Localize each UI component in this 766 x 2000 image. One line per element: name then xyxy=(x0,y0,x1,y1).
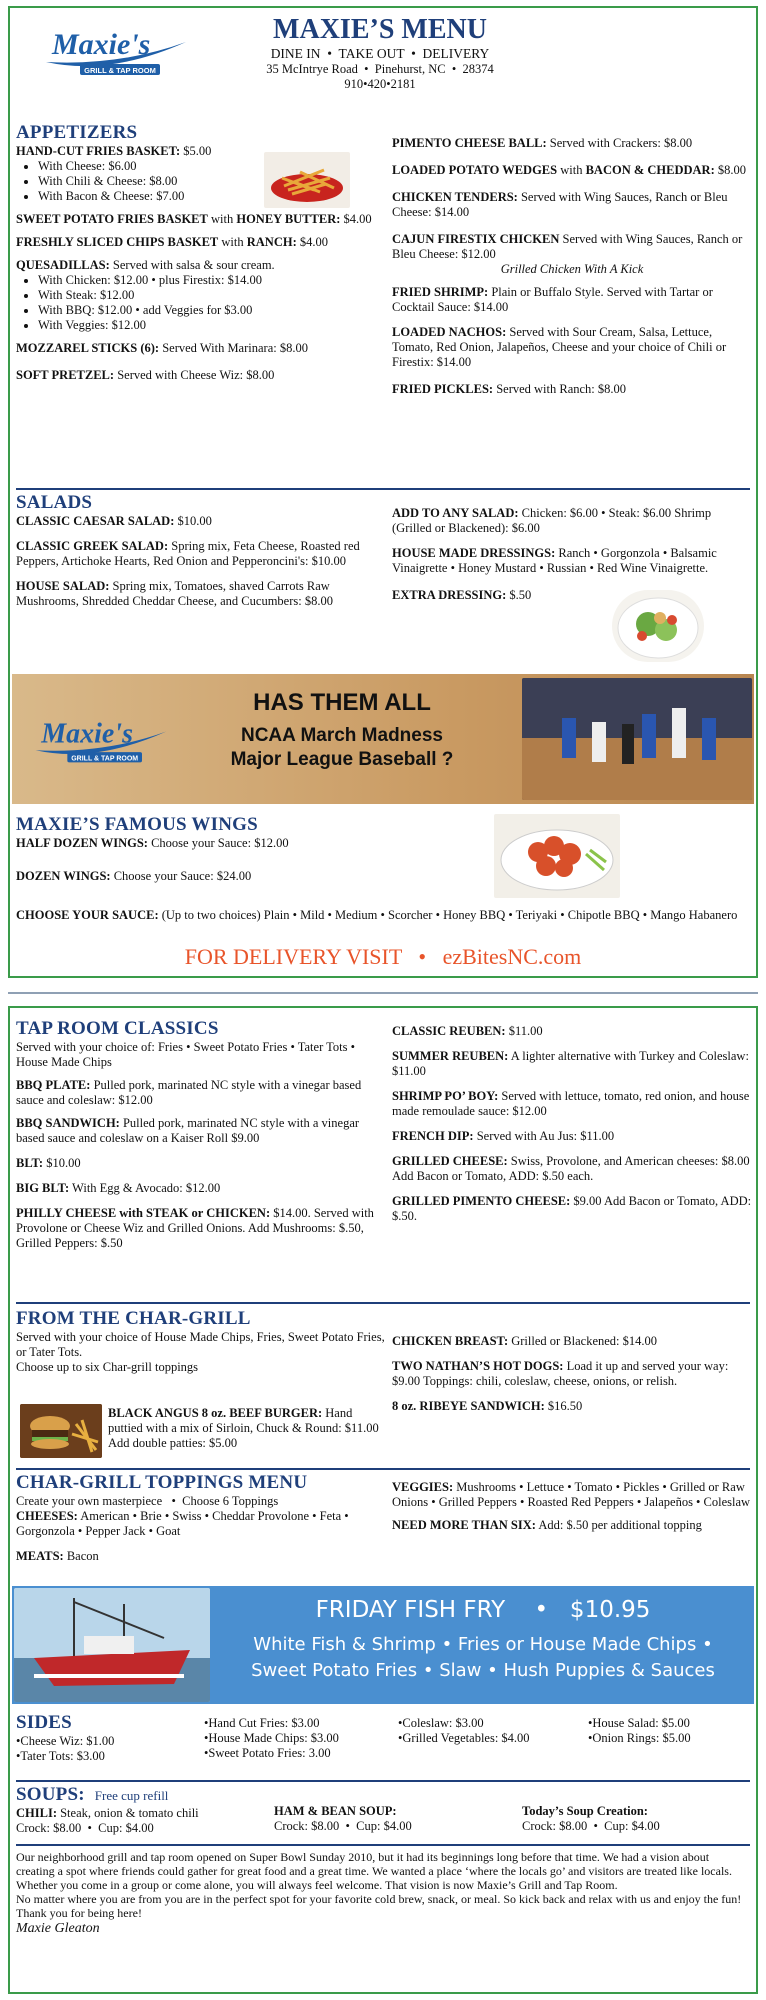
signature: Maxie Gleaton xyxy=(16,1921,100,1936)
menu-item: HAND-CUT FRIES BASKET: $5.00 xyxy=(16,144,212,158)
about-section xyxy=(16,1850,750,1936)
side-item: •Coleslaw: $3.00 xyxy=(398,1716,484,1730)
phone: 910•420•2181 xyxy=(344,77,416,91)
section-divider xyxy=(16,1468,750,1470)
section-divider xyxy=(16,1844,750,1846)
taproom-left xyxy=(16,1018,388,1251)
about-text-2: No matter where you are from you are in the perfect spot for your favorite cold brew, snack, or meal. So kick back and relax with us and enjoy the fun! xyxy=(16,1892,742,1906)
fries-photo xyxy=(264,152,350,208)
fish-fry-title: FRIDAY FISH FRY • $10.95 xyxy=(315,1597,651,1623)
section-divider xyxy=(16,488,750,490)
menu-item: CLASSIC REUBEN: $11.00 xyxy=(392,1024,543,1038)
burger-image xyxy=(20,1404,102,1458)
burger-item xyxy=(108,1406,388,1451)
menu-item: CLASSIC CAESAR SALAD: $10.00 xyxy=(16,514,212,528)
menu-item: CHICKEN TENDERS: Served with Wing Sauces, Ranch or Bleu Cheese: $14.00 xyxy=(392,190,728,219)
menu-item: SWEET POTATO FRIES BASKET with HONEY BUTTER: $4.00 xyxy=(16,212,372,226)
wings-heading: MAXIE’S FAMOUS WINGS xyxy=(16,814,258,835)
menu-item: MEATS: Bacon xyxy=(16,1549,99,1563)
chargrill-intro2: Choose up to six Char-grill toppings xyxy=(16,1360,199,1374)
appetizers-right xyxy=(392,136,752,397)
quesadilla-options: • With Chicken: $12.00 • plus Firestix: $14.00 • With Steak: $12.00 • With BBQ: $12.00 • add Veggies for $3.00 • With Veggies: $12.00 xyxy=(16,273,386,333)
boat-image xyxy=(14,1588,210,1702)
salad-image xyxy=(612,590,704,662)
menu-item: MOZZAREL STICKS (6): Served With Marinara: $8.00 xyxy=(16,341,308,355)
menu-item: Today’s Soup Creation: xyxy=(522,1804,648,1818)
menu-item: PIMENTO CHEESE BALL: Served with Crackers: $8.00 xyxy=(392,136,693,150)
menu-title: MAXIE’S MENU xyxy=(273,14,487,45)
menu-item: CLASSIC GREEK SALAD: Spring mix, Feta Cheese, Roasted red Peppers, Artichoke Hearts, Red Onion and Pepperoncini's: $10.00 xyxy=(16,539,360,568)
menu-item: BBQ SANDWICH: Pulled pork, marinated NC style with a vinegar based sauce and coleslaw on a Kaiser Roll $9.00 xyxy=(16,1116,360,1145)
soups-col1 xyxy=(16,1784,266,1836)
salads-left xyxy=(16,492,386,609)
menu-item: TWO NATHAN’S HOT DOGS: Load it up and served your way: $9.00 Toppings: chili, coleslaw, cheese, onions, or relish. xyxy=(392,1359,729,1388)
menu-item: HALF DOZEN WINGS: Choose your Sauce: $12.00 xyxy=(16,836,289,850)
chargrill-left xyxy=(16,1308,388,1375)
soups-refill: Free cup refill xyxy=(94,1788,169,1803)
menu-item: FRIED SHRIMP: Plain or Buffalo Style. Served with Tartar or Cocktail Sauce: $14.00 xyxy=(392,285,713,314)
sports-banner xyxy=(12,674,754,804)
basketball-photo xyxy=(522,678,752,800)
menu-item: EXTRA DRESSING: $.50 xyxy=(392,588,532,602)
menu-item: 8 oz. RIBEYE SANDWICH: $16.50 xyxy=(392,1399,583,1413)
banner-logo xyxy=(30,704,170,774)
basketball-image xyxy=(522,678,752,800)
menu-item: CHEESES: American • Brie • Swiss • Cheddar Provolone • Feta • Gorgonzola • Pepper Jack • Goat xyxy=(16,1509,349,1538)
wings-photo xyxy=(494,814,620,898)
sides-col1 xyxy=(16,1712,196,1764)
toppings-right xyxy=(392,1480,752,1533)
menu-page-1 xyxy=(8,6,758,978)
sides-heading: SIDES xyxy=(16,1712,72,1733)
boat-photo xyxy=(14,1588,210,1702)
menu-item: CHICKEN BREAST: Grilled or Blackened: $14.00 xyxy=(392,1334,658,1348)
menu-item: BLACK ANGUS 8 oz. BEEF BURGER: Hand puttied with a mix of Sirloin, Chuck & Round: $11.00 Add double patties: $5.00 xyxy=(108,1406,379,1450)
section-divider xyxy=(16,1302,750,1304)
salads-right xyxy=(392,506,752,603)
svg-text:Maxie's: Maxie's xyxy=(41,718,133,750)
side-item: •Tater Tots: $3.00 xyxy=(16,1749,105,1763)
taproom-right xyxy=(392,1024,752,1224)
menu-item: QUESADILLAS: Served with salsa & sour cream. xyxy=(16,258,275,272)
menu-item: SHRIMP PO’ BOY: Served with lettuce, tomato, red onion, and house made remoulade sauce: $12.00 xyxy=(392,1089,750,1118)
menu-item: FRESHLY SLICED CHIPS BASKET with RANCH: $4.00 xyxy=(16,235,328,249)
menu-item: SOFT PRETZEL: Served with Cheese Wiz: $8.00 xyxy=(16,368,275,382)
menu-item: HAM & BEAN SOUP: xyxy=(274,1804,397,1818)
wings-image xyxy=(494,814,620,898)
chargrill-intro: Served with your choice of House Made Chips, Fries, Sweet Potato Fries, or Tater Tots. xyxy=(16,1330,385,1359)
menu-item: BBQ PLATE: Pulled pork, marinated NC style with a vinegar based sauce and coleslaw: $12.00 xyxy=(16,1078,362,1107)
menu-item: BLT: $10.00 xyxy=(16,1156,81,1170)
banner-text xyxy=(182,688,502,772)
menu-item: BIG BLT: With Egg & Avocado: $12.00 xyxy=(16,1181,221,1195)
menu-item: ADD TO ANY SALAD: Chicken: $6.00 • Steak: $6.00 Shrimp (Grilled or Blackened): $6.00 xyxy=(392,506,712,535)
side-item: •House Made Chips: $3.00 xyxy=(204,1731,339,1745)
taproom-heading: TAP ROOM CLASSICS xyxy=(16,1018,219,1039)
fries-image xyxy=(264,152,350,208)
fish-fry-line1: White Fish & Shrimp • Fries or House Made Chips • xyxy=(253,1634,713,1655)
fries-options: • With Cheese: $6.00 • With Chili & Cheese: $8.00 • With Bacon & Cheese: $7.00 xyxy=(16,159,386,204)
side-item: •Grilled Vegetables: $4.00 xyxy=(398,1731,530,1745)
about-text: Our neighborhood grill and tap room opened on Super Bowl Sunday 2010, but it had its beginnings long before that time. We had a vision about creating a spot where friends could gather for great food and a great time. We wanted a place ‘where the locals go’ and visitors are treated like locals. Whether you come in a group or come alone, you will always feel welcome. That vision is now Maxie’s Grill and Tap Room. xyxy=(16,1850,732,1892)
svg-text:Maxie's: Maxie's xyxy=(52,28,151,61)
soup-price: Crock: $8.00 • Cup: $4.00 xyxy=(274,1819,412,1833)
side-item: •House Salad: $5.00 xyxy=(588,1716,690,1730)
menu-item: NEED MORE THAN SIX: Add: $.50 per additional topping xyxy=(392,1518,702,1532)
menu-item: CHOOSE YOUR SAUCE: (Up to two choices) Plain • Mild • Medium • Scorcher • Honey BBQ • Teriyaki • Chipotle BBQ • Mango Habanero xyxy=(16,908,738,922)
menu-item: CHILI: Steak, onion & tomato chili xyxy=(16,1806,199,1820)
side-item: •Cheese Wiz: $1.00 xyxy=(16,1734,115,1748)
banner-line2: NCAA March Madness xyxy=(240,725,443,746)
appetizers-heading: APPETIZERS xyxy=(16,122,138,143)
menu-item: VEGGIES: Mushrooms • Lettuce • Tomato • Pickles • Grilled or Raw Onions • Grilled Peppers • Roasted Red Peppers • Jalapeños • Coleslaw xyxy=(392,1480,751,1509)
chargrill-right xyxy=(392,1334,752,1414)
toppings-left xyxy=(16,1472,388,1564)
sides-col3 xyxy=(398,1716,588,1746)
menu-item: LOADED POTATO WEDGES with BACON & CHEDDAR: $8.00 xyxy=(392,163,746,177)
toppings-intro: Create your own masterpiece • Choose 6 Toppings xyxy=(16,1494,279,1508)
section-divider xyxy=(16,1780,750,1782)
banner-line1: HAS THEM ALL xyxy=(253,689,431,716)
menu-page-2 xyxy=(8,1006,758,1994)
soup-price: Crock: $8.00 • Cup: $4.00 xyxy=(16,1821,154,1835)
maxies-logo-graphic xyxy=(40,20,190,80)
menu-item: CAJUN FIRESTIX CHICKEN Served with Wing Sauces, Ranch or Bleu Cheese: $12.00 xyxy=(392,232,743,261)
chargrill-heading: FROM THE CHAR-GRILL xyxy=(16,1308,251,1329)
menu-item: FRENCH DIP: Served with Au Jus: $11.00 xyxy=(392,1129,615,1143)
soups-col3 xyxy=(522,1804,752,1834)
cajun-tagline: Grilled Chicken With A Kick xyxy=(500,262,644,276)
salads-heading: SALADS xyxy=(16,492,93,513)
fish-fry-banner xyxy=(12,1586,754,1704)
menu-item: HOUSE MADE DRESSINGS: Ranch • Gorgonzola • Balsamic Vinaigrette • Honey Mustard • Russian • Red Wine Vinaigrette. xyxy=(392,546,717,575)
side-item: •Hand Cut Fries: $3.00 xyxy=(204,1716,320,1730)
salad-photo xyxy=(612,590,704,662)
soups-heading: SOUPS: xyxy=(16,1784,85,1805)
soup-price: Crock: $8.00 • Cup: $4.00 xyxy=(522,1819,660,1833)
fish-fry-text xyxy=(212,1594,754,1684)
banner-line3: Major League Baseball ? xyxy=(230,749,454,770)
menu-item: GRILLED PIMENTO CHEESE: $9.00 Add Bacon or Tomato, ADD: $.50. xyxy=(392,1194,752,1223)
menu-item: PHILLY CHEESE with STEAK or CHICKEN: $14.00. Served with Provolone or Cheese Wiz and Grilled Onions. Add Mushrooms: $.50, Grilled Peppers: $.50 xyxy=(16,1206,374,1250)
maxies-logo xyxy=(40,20,190,80)
side-item: •Onion Rings: $5.00 xyxy=(588,1731,691,1745)
menu-item: GRILLED CHEESE: Swiss, Provolone, and American cheeses: $8.00 Add Bacon or Tomato, ADD: $.50 each. xyxy=(392,1154,750,1183)
soups-col2 xyxy=(274,1804,514,1834)
svg-text:GRILL & TAP ROOM: GRILL & TAP ROOM xyxy=(71,755,139,763)
menu-item: SUMMER REUBEN: A lighter alternative with Turkey and Coleslaw: $11.00 xyxy=(392,1049,749,1078)
sides-col4 xyxy=(588,1716,748,1746)
toppings-heading: CHAR-GRILL TOPPINGS MENU xyxy=(16,1472,308,1493)
about-thanks: Thank you for being here! xyxy=(16,1906,142,1920)
header-block xyxy=(230,14,530,92)
menu-item: DOZEN WINGS: Choose your Sauce: $24.00 xyxy=(16,869,252,883)
address: 35 McIntrye Road • Pinehurst, NC • 28374 xyxy=(266,62,494,76)
menu-item: FRIED PICKLES: Served with Ranch: $8.00 xyxy=(392,382,627,396)
services: DINE IN • TAKE OUT • DELIVERY xyxy=(270,46,490,61)
page-separator xyxy=(8,992,758,994)
sides-col2 xyxy=(204,1716,394,1761)
delivery-text: FOR DELIVERY VISIT • ezBitesNC.com xyxy=(184,944,582,969)
menu-item: LOADED NACHOS: Served with Sour Cream, Salsa, Lettuce, Tomato, Red Onion, Jalapeños, Cheese and your choice of Chili or Firestix: $14.00 xyxy=(392,325,727,369)
side-item: •Sweet Potato Fries: 3.00 xyxy=(204,1746,331,1760)
menu-item: HOUSE SALAD: Spring mix, Tomatoes, shaved Carrots Raw Mushrooms, Shredded Cheddar Cheese, and Cucumbers: $8.00 xyxy=(16,579,333,608)
taproom-intro: Served with your choice of: Fries • Sweet Potato Fries • Tater Tots • House Made Chips xyxy=(16,1040,355,1069)
wings-section xyxy=(16,814,486,884)
burger-photo xyxy=(20,1404,102,1458)
fish-fry-line2: Sweet Potato Fries • Slaw • Hush Puppies & Sauces xyxy=(251,1660,715,1681)
svg-text:GRILL & TAP ROOM: GRILL & TAP ROOM xyxy=(84,66,156,75)
